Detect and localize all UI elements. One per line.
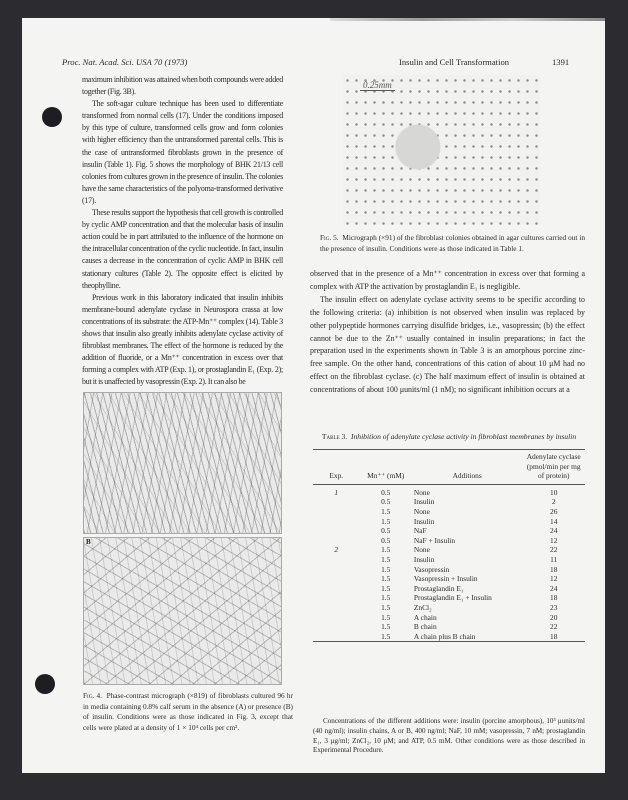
caption-label: Fig. 5. bbox=[320, 233, 339, 242]
figure4-panel-b bbox=[83, 537, 282, 685]
paragraph: maximum inhibition was attained when both compounds were added together (Fig. 3B). bbox=[82, 75, 283, 97]
exp-cell bbox=[313, 574, 359, 584]
table-caption: Inhibition of adenylate cyclase activity in fibroblast membranes by insulin bbox=[350, 432, 577, 441]
mn-cell: 0.5 bbox=[381, 526, 391, 536]
page-top-edge bbox=[330, 18, 605, 21]
exp-cell bbox=[313, 565, 359, 575]
figure4-caption bbox=[83, 691, 293, 733]
exp-cell bbox=[313, 622, 359, 632]
mn-cell: 0.5 bbox=[381, 535, 391, 545]
table-row bbox=[313, 574, 585, 584]
paragraph: The insulin effect on adenylate cyclase activity seems to be specific according to the following criteria: (a) inhibition is not observed when insulin was replaced by other polypeptide hormones carrying disulfide bridges, i.e., vasopressin; (b) the effect cannot be due to the Zn⁺⁺ usually contained in insulin preparations; in fact the preparation used in the experiments shown in Table 3 is an amorphous porcine zinc-free sample. On the other hand, concentrations of this cation of about 10 μM had no effect on the fibroblast cyclase. (c) The half maximum effect of insulin is obtained at concentrations of about 100 μunits/ml (1 nM); no significant inhibition occurs at a bbox=[310, 294, 585, 395]
page-number: 1391 bbox=[552, 57, 570, 67]
exp-cell: 2 bbox=[334, 545, 339, 555]
additions-cell: Vasopressin bbox=[413, 564, 450, 574]
exp-cell bbox=[313, 555, 359, 565]
mn-cell: 1.5 bbox=[381, 593, 391, 603]
mn-cell: 1.5 bbox=[381, 545, 391, 555]
paragraph: The soft-agar culture technique has been used to differentiate transformed from normal cells (17). Under the conditions imposed by this type of culture, transformed cells grow and form colonies with higher efficiency than the untransformed parental cells. This is the case of untransformed fibroblasts grown in the presence of insulin (Table 1). Fig. 5 shows the morphology of BHK 21/13 cell colonies from cultures grown in the presence of insulin. The colonies have the same characteristics of the polyoma-transformed derivative (17). bbox=[82, 99, 283, 205]
activity-cell: 18 bbox=[550, 593, 558, 603]
activity-cell: 24 bbox=[550, 583, 558, 593]
additions-cell: NaF + Insulin bbox=[413, 535, 456, 545]
exp-cell bbox=[313, 507, 359, 517]
panel-b-label: B bbox=[86, 538, 91, 546]
table-row bbox=[313, 526, 585, 536]
table-row bbox=[313, 507, 585, 517]
punch-hole-top bbox=[42, 107, 62, 127]
table-row bbox=[313, 484, 585, 497]
additions-cell: None bbox=[413, 487, 430, 497]
activity-cell: 22 bbox=[550, 622, 558, 632]
additions-cell: Insulin bbox=[413, 497, 435, 507]
activity-cell: 18 bbox=[550, 564, 558, 574]
table-row bbox=[313, 613, 585, 623]
exp-cell bbox=[313, 497, 359, 507]
exp-cell: 1 bbox=[334, 487, 339, 497]
table-row bbox=[313, 632, 585, 642]
activity-cell: 24 bbox=[550, 526, 558, 536]
table-row bbox=[313, 555, 585, 565]
activity-cell: 11 bbox=[550, 554, 558, 564]
additions-cell: A chain plus B chain bbox=[413, 631, 476, 641]
exp-cell bbox=[313, 526, 359, 536]
col-header-activity: Adenylate cyclase (pmol/min per mg of protein) bbox=[522, 452, 585, 484]
scale-bar: 0.25mm bbox=[360, 80, 395, 91]
table-row bbox=[313, 497, 585, 507]
activity-cell: 22 bbox=[550, 545, 558, 555]
table-row bbox=[313, 622, 585, 632]
activity-cell: 12 bbox=[550, 535, 558, 545]
caption-label: Fig. 4. bbox=[83, 691, 102, 700]
figure5-micrograph bbox=[343, 75, 540, 225]
activity-cell: 12 bbox=[550, 574, 558, 584]
exp-cell bbox=[313, 613, 359, 623]
table-row bbox=[313, 565, 585, 575]
table-row bbox=[313, 593, 585, 603]
mn-cell: 1.5 bbox=[381, 564, 391, 574]
exp-cell bbox=[313, 517, 359, 527]
additions-cell: Prostaglandin E₁ bbox=[413, 583, 464, 593]
exp-cell bbox=[313, 584, 359, 594]
right-column bbox=[310, 268, 585, 397]
figure5-caption bbox=[320, 233, 585, 254]
caption-text: Phase-contrast micrograph (×819) of fibroblasts cultured 96 hr in media containing 0.8% calf serum in the absence (A) or presence (B) of insulin. Conditions were as those indicated in Fig. 3, except that cells were plated at a density of 1 × 10⁴ cells per cm². bbox=[83, 691, 293, 732]
table-row bbox=[313, 517, 585, 527]
activity-cell: 20 bbox=[550, 612, 558, 622]
mn-cell: 1.5 bbox=[381, 612, 391, 622]
additions-cell: None bbox=[413, 545, 430, 555]
journal-header: Proc. Nat. Acad. Sci. USA 70 (1973) bbox=[62, 57, 188, 67]
activity-cell: 10 bbox=[550, 487, 558, 497]
exp-cell bbox=[313, 632, 359, 642]
table-row bbox=[313, 536, 585, 546]
activity-cell: 18 bbox=[550, 631, 558, 641]
additions-cell: Prostaglandin E₁ + Insulin bbox=[413, 593, 492, 603]
additions-cell: Insulin bbox=[413, 554, 435, 564]
additions-cell: None bbox=[413, 506, 430, 516]
paragraph: observed that in the presence of a Mn⁺⁺ concentration in excess over that forming a complex with ATP the activation by prostaglandin E₁ is negligible. bbox=[310, 269, 585, 291]
activity-cell: 26 bbox=[550, 506, 558, 516]
additions-cell: NaF bbox=[413, 526, 427, 536]
table-footnote: Concentrations of the different additions were: insulin (porcine amorphous), 10³ μunits/ml (40 ng/ml); insulin chains, A or B, 400 ng/ml; NaF, 10 mM; vasopressin, 7 nM; prostaglandin E₁, 3 μg/ml; ZnCl₂, 10 μM; and ATP, 0.5 mM. Other conditions were as those described in Experimental Procedure. bbox=[313, 717, 585, 755]
paragraph: These results support the hypothesis that cell growth is controlled by cyclic AMP concentration and that the molecular basis of insulin action could be in part attributed to the influence of the hormone on the intracellular concentration of the cyclic nucleotide. In fact, insulin causes a decrease in the concentration of cyclic AMP in BHK cell stationary cultures (Table 2). The opposite effect is elicited by theophylline. bbox=[82, 208, 283, 290]
mn-cell: 0.5 bbox=[381, 487, 391, 497]
col-header-mn: Mn⁺⁺ (mM) bbox=[359, 452, 411, 484]
mn-cell: 1.5 bbox=[381, 631, 391, 641]
table3 bbox=[313, 452, 585, 642]
left-column bbox=[82, 74, 283, 388]
paragraph: Previous work in this laboratory indicated that insulin inhibits membrane-bound adenylate cyclase in Neurospora crassa at low concentrations of its substrate: the ATP-Mn⁺⁺ complex (14). Table 3 shows that insulin also greatly inhibits adenylate cyclase activity of fibroblast membranes. The effect of the hormone is reduced by the addition of fluoride, or a Mn⁺⁺ concentration in excess over that forming a complex with ATP (Exp. 1), or prostaglandin E₁ (Exp. 2); but it is unaffected by vasopressin (Exp. 2). It can also be bbox=[82, 292, 283, 387]
mn-cell: 1.5 bbox=[381, 602, 391, 612]
table-label: Table 3. bbox=[321, 432, 348, 441]
caption-text: Micrograph (×91) of the fibroblast colonies obtained in agar cultures carried out in the presence of insulin. Conditions were as those indicated in Table 1. bbox=[320, 233, 585, 253]
activity-cell: 14 bbox=[550, 516, 558, 526]
punch-hole-bottom bbox=[35, 674, 55, 694]
table-row bbox=[313, 603, 585, 613]
additions-cell: A chain bbox=[413, 612, 437, 622]
additions-cell: ZnCl₂ bbox=[413, 602, 432, 612]
exp-cell bbox=[313, 593, 359, 603]
mn-cell: 1.5 bbox=[381, 583, 391, 593]
additions-cell: Vasopressin + Insulin bbox=[413, 574, 478, 584]
exp-cell bbox=[313, 536, 359, 546]
additions-cell: Insulin bbox=[413, 516, 435, 526]
running-title: Insulin and Cell Transformation bbox=[399, 57, 510, 67]
mn-cell: 0.5 bbox=[381, 497, 391, 507]
mn-cell: 1.5 bbox=[381, 574, 391, 584]
col-header-additions: Additions bbox=[412, 452, 523, 484]
table-title bbox=[313, 432, 585, 450]
activity-cell: 2 bbox=[551, 497, 556, 507]
table-row bbox=[313, 545, 585, 555]
col-header-exp: Exp. bbox=[313, 452, 359, 484]
exp-cell bbox=[313, 603, 359, 613]
mn-cell: 1.5 bbox=[381, 622, 391, 632]
mn-cell: 1.5 bbox=[381, 516, 391, 526]
figure4-panel-a bbox=[83, 392, 282, 534]
table-row bbox=[313, 584, 585, 594]
additions-cell: B chain bbox=[413, 622, 437, 632]
activity-cell: 23 bbox=[550, 602, 558, 612]
mn-cell: 1.5 bbox=[381, 506, 391, 516]
mn-cell: 1.5 bbox=[381, 554, 391, 564]
